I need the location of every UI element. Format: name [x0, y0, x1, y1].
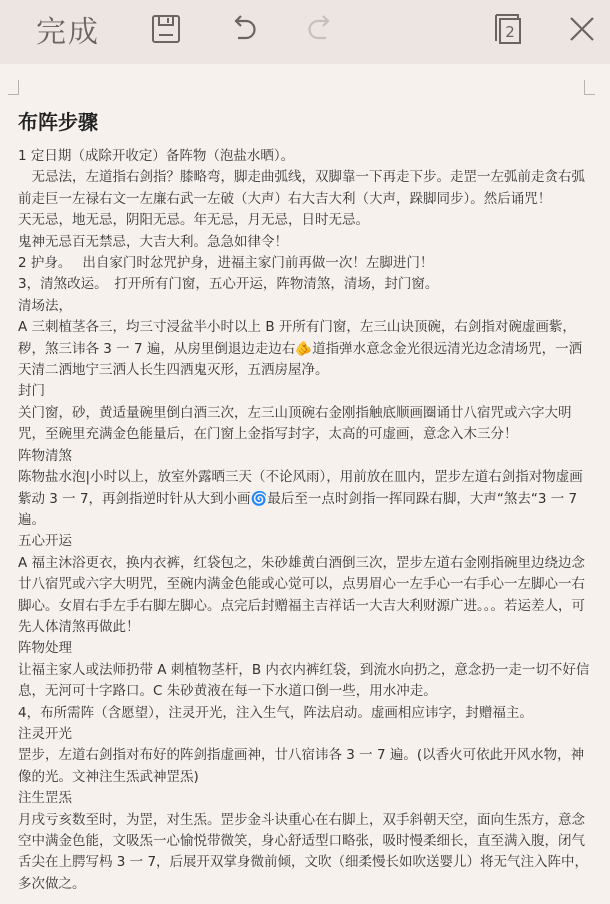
pages-icon: [490, 11, 526, 47]
redo-icon: [303, 12, 337, 46]
paragraph: 罡步，左道右剑指对布好的阵剑指虚画神，廿八宿讳各 3 一 7 遍。(以香火可依此开风水物，神像的光。文神注生炁武神罡炁): [18, 747, 585, 785]
document-body: [18, 146, 592, 895]
undo-button[interactable]: [224, 0, 264, 58]
save-icon: [150, 13, 182, 45]
editor-toolbar: [0, 0, 610, 65]
done-button[interactable]: 完成: [36, 15, 100, 50]
redo-button[interactable]: [300, 0, 340, 58]
paragraph: 鬼神无忌百无禁忌，大吉大利。急急如律令！: [18, 233, 288, 250]
save-button[interactable]: [146, 0, 186, 58]
section-heading: 阵物处理: [18, 640, 72, 657]
paragraph: 3，清煞改运。 打开所有门窗，五心开运，阵物清煞，清场，封门窗。: [18, 276, 439, 293]
document-content[interactable]: [18, 108, 592, 895]
paragraph: 2 护身。 出自家门时忿咒护身，进福主家门前再做一次！左脚进门！: [18, 255, 434, 272]
paragraph: 4，布所需阵（含愿望），注灵开光，注入生气，阵法启动。虚画相应讳字，封赠福主。: [18, 704, 533, 721]
page-corner-mark-left: [8, 80, 19, 95]
paragraph: 关门窗，砂，黄适量碗里倒白酒三次，左三山顶碗右金刚指触底顺画圈诵廿八宿咒或六字大明咒，至碗里充满金色能量后，在门窗上金指写封字，太高的可虚画，意念入木三分！: [18, 404, 572, 443]
paragraph: A 福主沐浴更衣，换内衣裤，红袋包之，朱砂雄黄白酒倒三次，罡步左道右金刚指碗里边绕边念廿八宿咒或六字大明咒，至碗内满金色能或心觉可以，点男眉心一左手心一右手心一左脚心一右脚心。女眉右手左手右脚左脚心。点完后封赠福主吉祥话一大吉大利财源广进。。。若运差人，可先人体清煞再做此！: [18, 554, 586, 635]
paragraph: 月戌亏亥数至时，为罡，对生炁。罡步金斗诀重心在右脚上，双手斜朝天空，面向生炁方，意念空中满金色能，文吸炁一心愉悦带微笑，身心舒适型口略张，吸时慢柔细长，直至满入腹，闭气舌尖在上腭写杩 3 一 7，后展开双掌身微前倾，文吹（细柔慢长如吹送婴儿）将无气注入阵中，多次做之。: [18, 811, 589, 892]
paragraph: 让福主家人或法师扔带 A 刺植物茎杆，B 内衣内裤红袋，到流水向扔之，意念扔一走一切不好信息，无河可十字路口。C 朱砂黄液在每一下水道口倒一些，用水冲走。: [18, 661, 590, 700]
section-heading: 注生罡炁: [18, 790, 72, 807]
close-button[interactable]: [562, 0, 602, 58]
page-count-text: 2: [505, 23, 515, 41]
section-heading: 注灵开光: [18, 725, 72, 742]
close-icon: [567, 14, 597, 44]
page-count-button[interactable]: [486, 0, 530, 58]
paragraph: A 三刺植茎各三，均三寸浸盆半小时以上 B 开所有门窗，左三山诀顶碗，右剑指对碗虚画紫，秽，煞三讳各 3 一 7 遍，从房里倒退边走边右🫵道指弹水意念金光很远清光边念清场咒，一洒天清二洒地宁三洒人长生四洒鬼灭形，五洒房屋净。: [18, 319, 583, 379]
section-heading: 清场法，: [18, 297, 72, 314]
paragraph: 无忌法，左道指右剑指？膝略弯，脚走曲弧线，双脚靠一下再走下步。走罡一左弧前走贪右弧前走巨一左禄右文一左廉右武一左破（大声）右大吉大利（大声，跺脚同步）。然后诵咒！: [18, 169, 585, 207]
paragraph: 1 定日期（成除开收定）备阵物（泡盐水晒）。: [18, 148, 295, 164]
section-heading: 五心开运: [18, 533, 72, 550]
paragraph: 陈物盐水泡|小时以上，放室外露晒三天（不论风雨），用前放在皿内，罡步左道右剑指对物虚画紫动 3 一 7，再剑指逆时针从大到小画🌀最后至一点时剑指一挥同跺右脚，大声“煞去“3 一 7 遍。: [18, 469, 583, 528]
section-heading: 阵物清煞: [18, 447, 72, 464]
paragraph: 天无忌，地无忌，阴阳无忌。年无忌，月无忌，日时无忌。: [18, 212, 369, 229]
document-page[interactable]: [0, 64, 610, 904]
undo-icon: [227, 12, 261, 46]
page-corner-mark-right: [584, 80, 595, 95]
document-title: 布阵步骤: [18, 110, 98, 134]
section-heading: 封门: [18, 383, 45, 400]
